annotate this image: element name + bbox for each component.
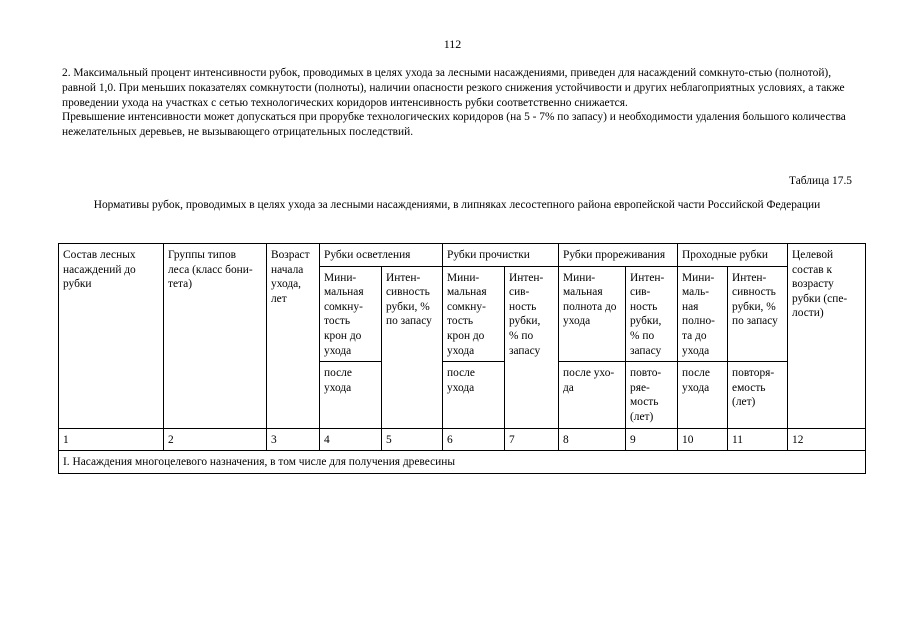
section-heading: I. Насаждения многоцелевого назначения, в том числе для получения древесины <box>59 451 866 474</box>
header-clearing-after: после ухода <box>320 362 382 428</box>
header-cleaning-after: после ухода <box>443 362 505 428</box>
page-number: 112 <box>443 37 462 51</box>
table-label: Таблица 17.5 <box>789 175 852 187</box>
header-passage-after: после ухода <box>678 362 728 428</box>
column-number-cell: 6 <box>443 428 505 451</box>
header-group-clearing: Рубки осветления <box>320 244 443 267</box>
section-row <box>59 451 866 474</box>
column-number-cell: 4 <box>320 428 382 451</box>
header-forest-type-groups: Группы типов леса (класс бони- тета) <box>164 244 267 429</box>
header-thinning-min-stocking: Мини- мальная полнота до ухода <box>559 266 626 362</box>
column-number-cell: 5 <box>382 428 443 451</box>
header-thinning-repeat: повто- ряе- мость (лет) <box>626 362 678 428</box>
column-number-cell: 11 <box>728 428 788 451</box>
table-title: Нормативы рубок, проводимых в целях ухода за лесными насаждениями, в липняках лесостепного района европейской части Российской Федерации <box>93 199 821 211</box>
column-number-cell: 12 <box>788 428 866 451</box>
header-passage-min-stocking: Мини- маль- ная полно- та до ухода <box>678 266 728 362</box>
column-number-cell: 10 <box>678 428 728 451</box>
header-group-thinning: Рубки прореживания <box>559 244 678 267</box>
header-start-age: Возраст начала ухода, лет <box>267 244 320 429</box>
header-thinning-intensity: Интен- сив- ность рубки, % по запасу <box>626 266 678 362</box>
column-number-row <box>59 428 866 451</box>
header-composition: Состав лесных насаждений до рубки <box>59 244 164 429</box>
header-clearing-intensity: Интен- сивность рубки, % по запасу <box>382 266 443 428</box>
norms-table <box>58 243 866 474</box>
paragraph-max-intensity: 2. Максимальный процент интенсивности рубок, проводимых в целях ухода за лесными насаждениями, приведен для насаждений сомкнуто-стью (полнотой), равной 1,0. При меньших показателях сомкнутости (полноты), наличии опасности резкого снижения устойчивости и других неблагоприятных условиях, а также проведении ухода на участках с сетью технологических коридоров интенсивность рубки соответственно снижается. <box>62 67 845 109</box>
column-number-cell: 8 <box>559 428 626 451</box>
header-passage-repeat: повторя- емость (лет) <box>728 362 788 428</box>
header-group-passage: Проходные рубки <box>678 244 788 267</box>
header-cleaning-intensity: Интен- сив- ность рубки, % по запасу <box>505 266 559 428</box>
header-target-composition: Целевой состав к возрасту рубки (спе- лости) <box>788 244 866 429</box>
column-number-cell: 2 <box>164 428 267 451</box>
column-number-cell: 3 <box>267 428 320 451</box>
column-number-cell: 9 <box>626 428 678 451</box>
body-text <box>62 66 852 140</box>
table-header-row-1 <box>59 244 866 267</box>
header-group-cleaning: Рубки прочистки <box>443 244 559 267</box>
column-number-cell: 1 <box>59 428 164 451</box>
header-clearing-min-density: Мини- мальная сомкну- тость крон до ухода <box>320 266 382 362</box>
header-cleaning-min-density: Мини- мальная сомкну- тость крон до ухода <box>443 266 505 362</box>
column-number-cell: 7 <box>505 428 559 451</box>
header-thinning-after: после ухо- да <box>559 362 626 428</box>
header-passage-intensity: Интен- сивность рубки, % по запасу <box>728 266 788 362</box>
paragraph-exceeding-intensity: Превышение интенсивности может допускаться при прорубке технологических коридоров (на 5 - 7% по запасу) и необходимости удаления большого количества нежелательных деревьев, не вызывающего отрицательных последствий. <box>62 111 846 139</box>
